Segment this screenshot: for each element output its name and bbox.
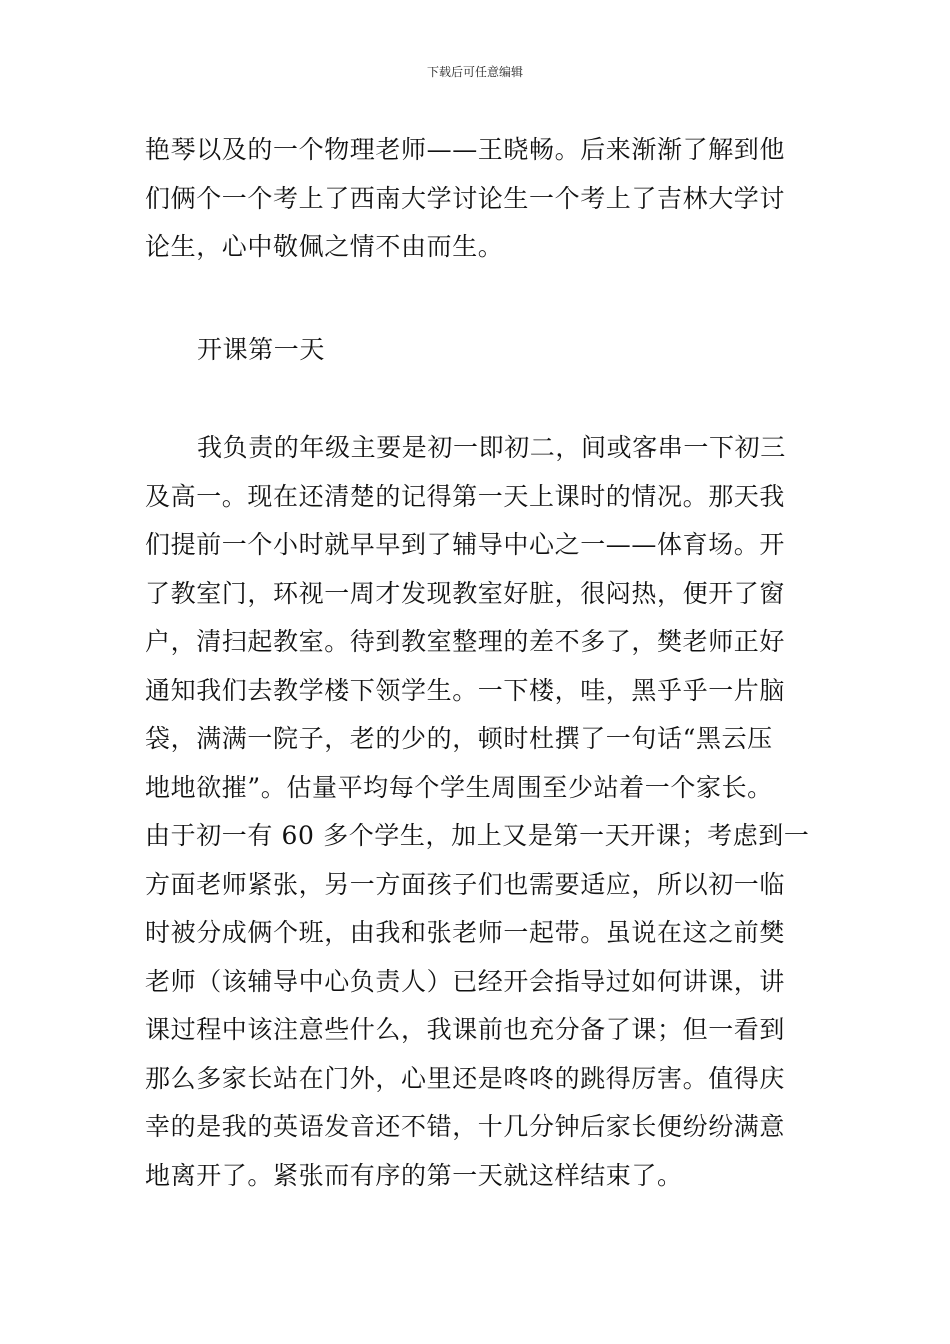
text-line: 地离开了。紧张而有序的第一天就这样结束了。: [145, 1160, 683, 1190]
text-line: 我负责的年级主要是初一即初二，间或客串一下初三: [197, 433, 786, 462]
text-line: 课过程中该注意些什么，我课前也充分备了课；但一看到: [145, 1015, 786, 1044]
section-heading: 开课第一天: [197, 335, 326, 364]
text-line: 时被分成俩个班，由我和张老师一起带。虽说在这之前樊: [145, 918, 786, 947]
page-header: 下载后可任意编辑: [426, 65, 523, 79]
text-line: 老师（该辅导中心负责人）已经开会指导过如何讲课，讲: [145, 966, 786, 996]
text-line: 及高一。现在还清楚的记得第一天上课时的情况。那天我: [145, 481, 786, 511]
text-line: 通知我们去教学楼下领学生。一下楼，哇，黑乎乎一片脑: [145, 675, 786, 705]
text-line: 幸的是我的英语发音还不错，十几分钟后家长便纷纷满意: [145, 1112, 786, 1141]
text-line: 地地欲摧”。估量平均每个学生周围至少站着一个家长。: [145, 772, 773, 802]
text-line: 袋，满满一院子，老的少的，顿时杜撰了一句话“黑云压: [145, 724, 773, 753]
text-line: 由于初一有 60 多个学生，加上又是第一天开课；考虑到一: [145, 821, 810, 850]
text-line: 们俩个一个考上了西南大学讨论生一个考上了吉林大学讨: [145, 183, 786, 213]
text-line: 那么多家长站在门外，心里还是咚咚的跳得厉害。值得庆: [145, 1063, 786, 1093]
text-line: 艳琴以及的一个物理老师——王晓畅。后来渐渐了解到他: [145, 135, 786, 164]
text-line: 论生，心中敬佩之情不由而生。: [145, 232, 504, 261]
text-line: 们提前一个小时就早早到了辅导中心之一——体育场。开: [145, 530, 786, 559]
paragraph-continued: [145, 126, 807, 272]
text-line: 了教室门，环视一周才发现教室好脏，很闷热，便开了窗: [145, 578, 786, 608]
section-heading-paragraph: [145, 326, 807, 375]
text-line: 户，清扫起教室。待到教室整理的差不多了，樊老师正好: [145, 627, 786, 656]
paragraph-first-day: [145, 424, 810, 1200]
text-line: 方面老师紧张，另一方面孩子们也需要适应，所以初一临: [145, 869, 786, 899]
